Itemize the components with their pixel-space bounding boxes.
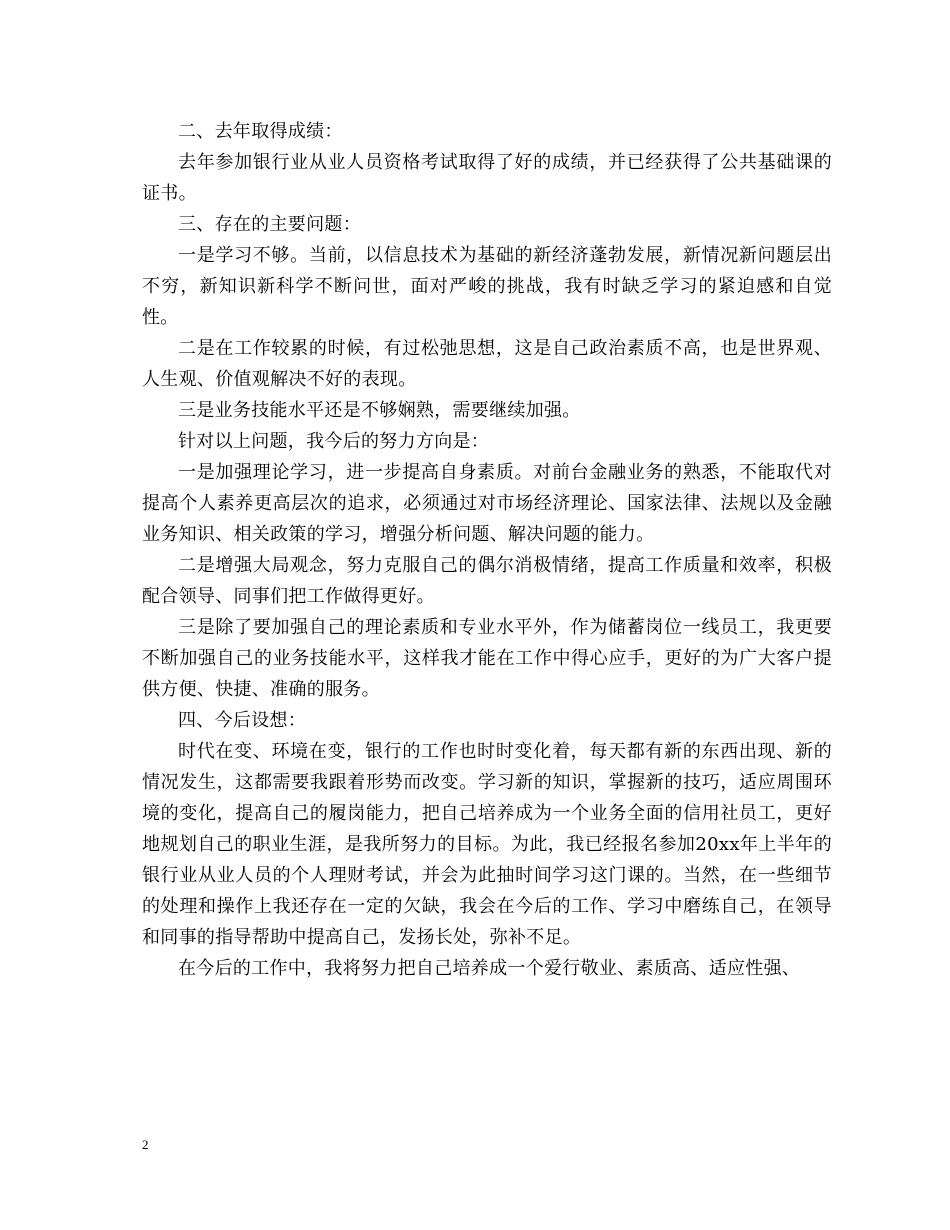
paragraph-future-plans: 时代在变、环境在变，银行的工作也时时变化着，每天都有新的东西出现、新的情况发生，这都需要我跟着形势而改变。学习新的知识，掌握新的技巧，适应周围环境的变化，提高自己的履岗能力，把自己培养成为一个业务全面的信用社员工，更好地规划自己的职业生涯，是我所努力的目标。为此，我已经报名参加20xx年上半年的银行业从业人员的个人理财考试，并会为此抽时间学习这门课的。当然，在一些细节的处理和操作上我还存在一定的欠缺，我会在今后的工作、学习中磨练自己，在领导和同事的指导帮助中提高自己，发扬长处，弥补不足。 (142, 741, 832, 948)
paragraph-direction-2: 二是增强大局观念，努力克服自己的偶尔消极情绪，提高工作质量和效率，积极配合领导、同事们把工作做得更好。 (142, 555, 832, 607)
paragraph-direction-3: 三是除了要加强自己的理论素质和专业水平外，作为储蓄岗位一线员工，我更要不断加强自己的业务技能水平，这样我才能在工作中得心应手，更好的为广大客户提供方便、快捷、准确的服务。 (142, 617, 832, 700)
heading-future-plans: 四、今后设想： (178, 710, 307, 731)
heading-achievements: 二、去年取得成绩： (178, 121, 343, 142)
page-number: 2 (142, 1137, 149, 1152)
paragraph-direction-1: 一是加强理论学习，进一步提高自身素质。对前台金融业务的熟悉，不能取代对提高个人素养更高层次的追求，必须通过对市场经济理论、国家法律、法规以及金融业务知识、相关政策的学习，增强分析问题、解决问题的能力。 (142, 462, 832, 545)
paragraph-achievements: 去年参加银行业从业人员资格考试取得了好的成绩，并已经获得了公共基础课的证书。 (142, 152, 832, 204)
document-body (142, 116, 832, 984)
paragraph-problem-2: 二是在工作较累的时候，有过松弛思想，这是自己政治素质不高，也是世界观、人生观、价值观解决不好的表现。 (142, 338, 832, 390)
paragraph-problem-1: 一是学习不够。当前，以信息技术为基础的新经济蓬勃发展，新情况新问题层出不穷，新知识新科学不断问世，面对严峻的挑战，我有时缺乏学习的紧迫感和自觉性。 (142, 245, 832, 328)
paragraph-direction-intro: 针对以上问题，我今后的努力方向是： (178, 431, 490, 452)
paragraph-closing: 在今后的工作中，我将努力把自己培养成一个爱行敬业、素质高、适应性强、 (178, 958, 801, 979)
paragraph-problem-3: 三是业务技能水平还是不够娴熟，需要继续加强。 (178, 400, 581, 421)
heading-problems: 三、存在的主要问题： (178, 214, 361, 235)
